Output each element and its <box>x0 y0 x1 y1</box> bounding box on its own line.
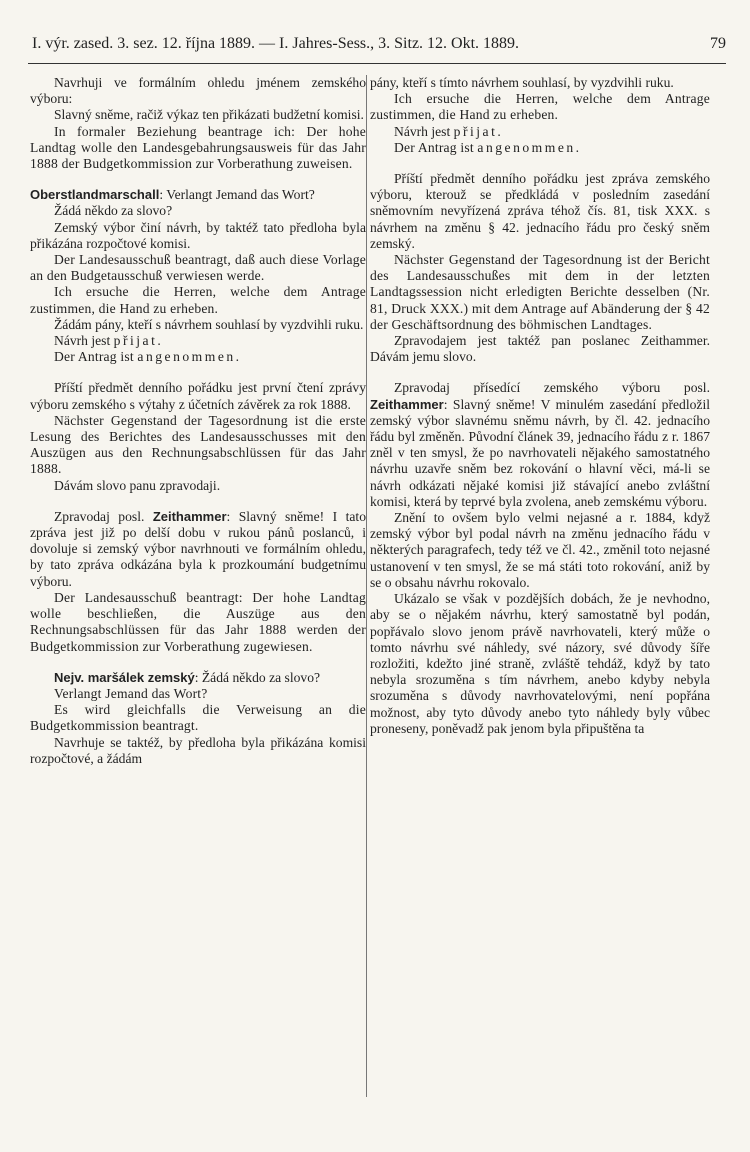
paragraph: Navrhuji ve formálním ohledu jménem zemského výboru: <box>30 75 366 107</box>
right-column <box>370 75 710 737</box>
speaker-paragraph: Zpravodaj posl. Zeithammer: Slavný sněme! I tato zpráva jest již po delší dobu v rukou pánů poslanců, i dovoluje si zemský výbor navrhnouti ve formálním ohledu, by tato zpráva odkázána byla k prozkoumání budgetnímu výboru. <box>30 508 366 589</box>
speaker-paragraph: Zpravodaj přísedící zemského výboru posl. Zeithammer: Slavný sněme! V minulém zasedání předložil zemský výbor slavnému sněmu návrh, by čl. 42. jednacího řádu byl změněn. Původní článek 39, jednacího řádu z r. 1867 zněl v ten smysl, že po navrhovateli nějakého samostatného návrhu uzavře sněm bez rokování o hlavní věci, má-li se návrh odkázati nějaké komisi již stávající anebo zvláštní komisi, která by teprvé byla zvolena, aneb zemskému výboru. <box>370 380 710 509</box>
paragraph: Znění to ovšem bylo velmi nejasné a r. 1884, když zemský výbor byl podal návrh na změnu jednacího řádu v některých paragrafech, tedy též ve čl. 42., změnil toto nejasné ustanovení v ten smysl, že se má státi toto rokování, aniž by se o obsahu návrhu rokovalo. <box>370 510 710 590</box>
paragraph: Nächster Gegenstand der Tagesordnung ist die erste Lesung des Berichtes des Landesausschusses mit den Auszügen aus den Rechnungsabschlüssen für das Jahr 1888. <box>30 412 366 477</box>
paragraph: Zemský výbor činí návrh, by taktéž tato předloha byla přikázána rozpočtové komisi. <box>30 219 366 251</box>
paragraph: Der Landesausschuß beantragt: Der hohe Landtag wolle beschließen, die Auszüge aus den Rechnungsabschlüssen für das Jahr 1888 werden der Budgetkommission zur Vorberathung zugewiesen. <box>30 589 366 654</box>
speaker-name: Zeithammer <box>152 508 227 524</box>
paragraph: Ich ersuche die Herren, welche dem Antrage zustimmen, die Hand zu erheben. <box>30 284 366 316</box>
paragraph: Příští předmět denního pořádku jest první čtení zprávy výboru zemského s výtahy z účetních závěrek za rok 1888. <box>30 380 366 412</box>
paragraph: Slavný sněme, račiž výkaz ten přikázati budžetní komisi. <box>54 107 364 123</box>
paragraph: Žádá někdo za slovo? <box>54 203 173 219</box>
speaker-paragraph: Nejv. maršálek zemský: Žádá někdo za slovo? <box>54 669 321 685</box>
speaker-name: Zeithammer <box>370 396 444 412</box>
paragraph: Ich ersuche die Herren, welche dem Antrage zustimmen, die Hand zu erheben. <box>370 91 710 123</box>
paragraph: In formaler Beziehung beantrage ich: Der hohe Landtag wolle den Landesgebahrungsausweis für das Jahr 1888 der Budgetkommission zur Vorberathung zuweisen. <box>30 123 366 172</box>
paragraph: Verlangt Jemand das Wort? <box>54 685 208 701</box>
paragraph: pány, kteří s tímto návrhem souhlasí, by vyzdvihli ruku. <box>370 75 674 90</box>
paragraph: Návrh jest přijat. <box>54 333 164 349</box>
running-header-title: I. výr. zased. 3. sez. 12. října 1889. — I. Jahres-Sess., 3. Sitz. 12. Okt. 1889. <box>32 35 520 52</box>
paragraph: Příští předmět denního pořádku jest zpráva zemského výboru, kterouž se předkládá v posledním zasedání sněmovním nevyřízená zpráva téhož čís. 81, tisk XXX. s návrhem na změnu § 42. jednacího řádu pro český sněm zemský. <box>370 171 710 251</box>
paragraph: Nächster Gegenstand der Tagesordnung ist der Bericht des Landesausschußes mit dem in der letzten Landtagssession nicht erledigten Berichte desselben (Nr. 81, Druck XXX.) mit dem Antrage auf Abänderung der § 42 der Geschäftsordnung des böhmischen Landtages. <box>370 252 710 332</box>
header-rule <box>28 63 726 64</box>
paragraph: Zpravodajem jest taktéž pan poslanec Zeithammer. Dávám jemu slovo. <box>370 333 710 365</box>
speaker-paragraph: Oberstlandmarschall: Verlangt Jemand das Wort? <box>30 187 315 203</box>
speaker-name: Nejv. maršálek zemský <box>54 669 195 685</box>
left-column <box>30 75 366 767</box>
paragraph: Návrh jest přijat. <box>394 123 504 139</box>
column-divider <box>366 75 367 1097</box>
paragraph: Es wird gleichfalls die Verweisung an die Budgetkommission beantragt. <box>30 702 366 734</box>
paragraph: Der Landesausschuß beantragt, daß auch diese Vorlage an den Budgetausschuß verwiesen werde. <box>30 252 366 284</box>
paragraph: Der Antrag ist angenommen. <box>394 139 582 155</box>
page-number: 79 <box>710 35 726 52</box>
speaker-name: Oberstlandmarschall <box>30 187 160 203</box>
running-header <box>32 35 726 61</box>
paragraph: Navrhuje se taktéž, by předloha byla přikázána komisi rozpočtové, a žádám <box>30 734 366 766</box>
paragraph: Dávám slovo panu zpravodaji. <box>54 477 221 493</box>
paragraph: Ukázalo se však v pozdějších dobách, že je nevhodno, aby se o nějakém návrhu, který samostatně byl podán, popřávalo slovo jenom právě navrhovateli, který může o tomto návrhu své náhledy, své názory, své důvody šíře rozložiti, kdežto jiné straně, zvláště tehdáž, když by tato nebyla srozuměna s tím návrhem, anebo kdyby nebyla srozuměna s důvody navrhovatelovými, není popřána možnost, aby tyto důvody anebo tyto náhledy byly vůbec proneseny, poněvadž pak jenom byla připuštěna ta <box>370 591 710 736</box>
paragraph: Žádám pány, kteří s návrhem souhlasí by vyzdvihli ruku. <box>54 316 364 332</box>
paragraph: Der Antrag ist angenommen. <box>54 349 242 365</box>
